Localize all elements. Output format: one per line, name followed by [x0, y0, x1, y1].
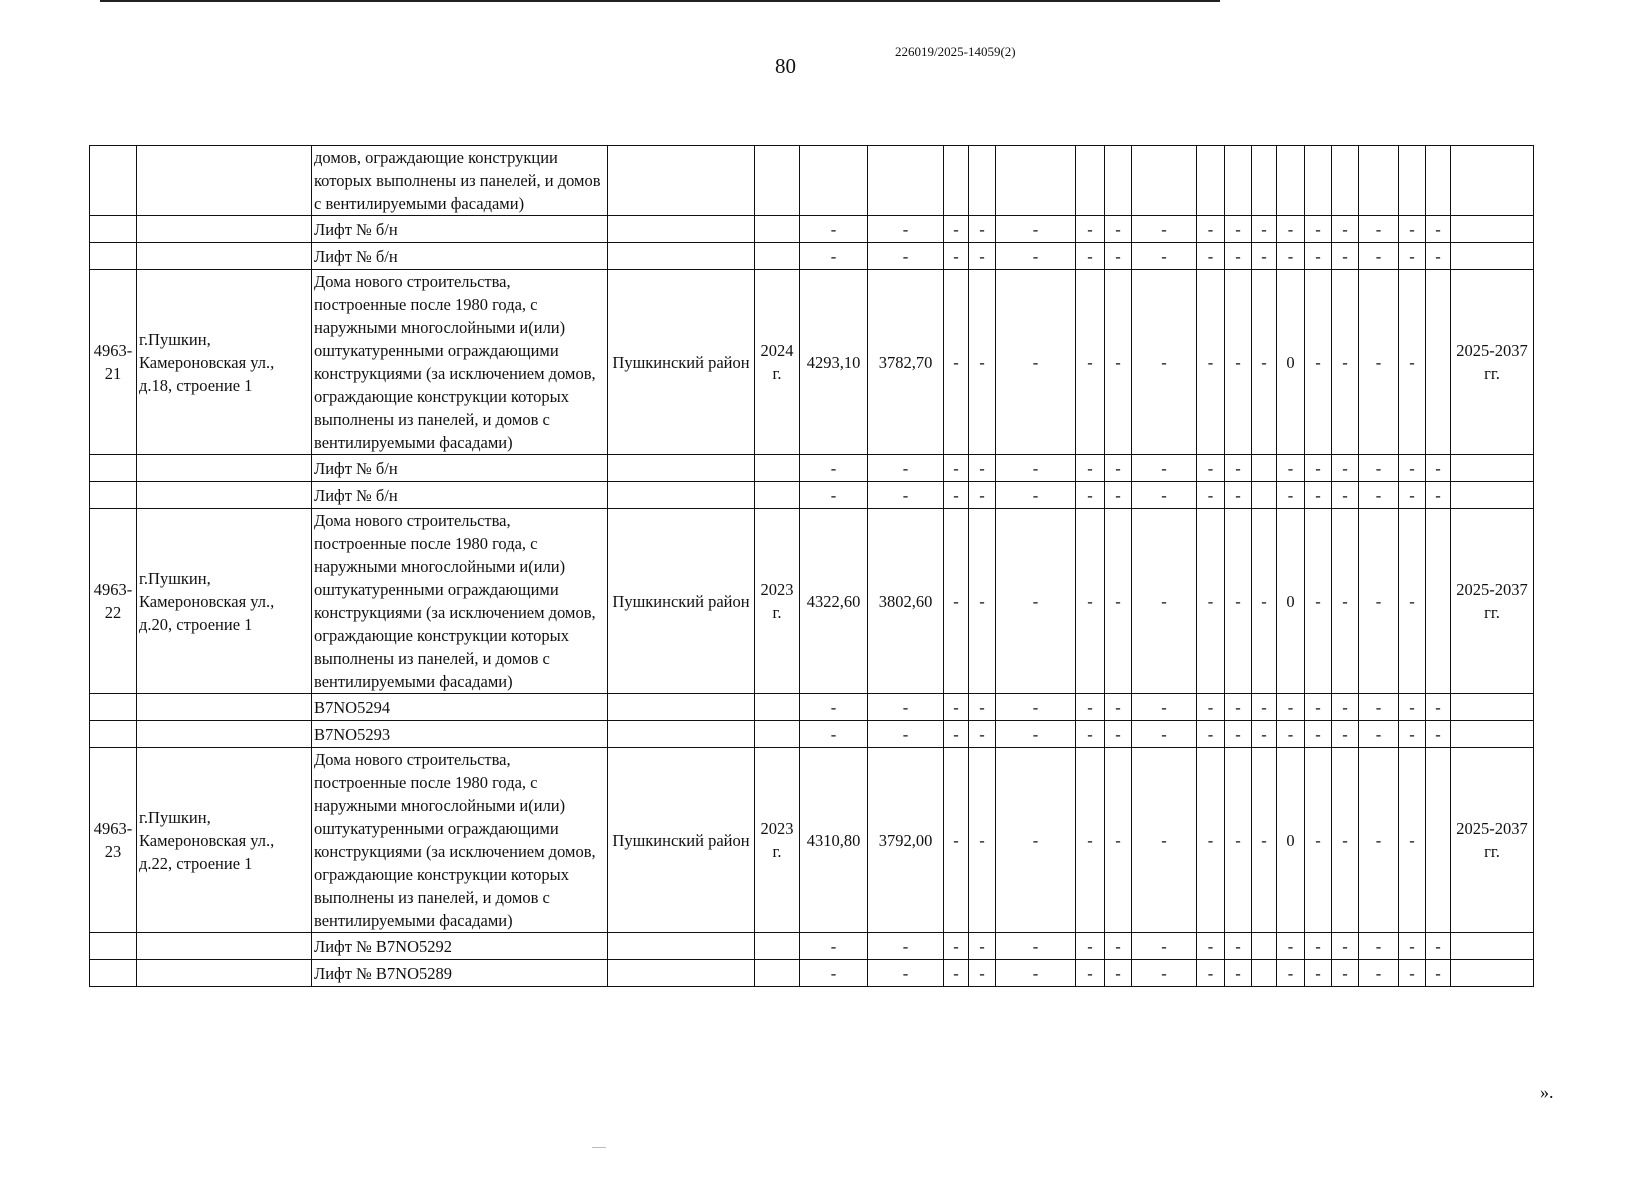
value-cell — [868, 146, 944, 216]
description-cell: Дома нового строительства, построенные после 1980 года, с наружными многослойными и(или) оштукатуренными ограждающими конструкциями (за исключением домов, ограждающие конструкции которых выполнены из панелей, и домов с вентилируемыми фасадами) — [312, 509, 608, 694]
value-cell: - — [800, 216, 868, 243]
value-cell: - — [1305, 216, 1332, 243]
value-cell: - — [969, 216, 996, 243]
value-cell: - — [1076, 270, 1105, 455]
value-cell: - — [1076, 933, 1105, 960]
value-cell — [1252, 960, 1277, 987]
address-cell — [137, 455, 312, 482]
value-cell: - — [944, 748, 969, 933]
object-number: 4963-21 — [90, 270, 137, 455]
table-row — [90, 146, 1534, 216]
value-cell — [1426, 748, 1451, 933]
value-cell: - — [1332, 482, 1359, 509]
value-cell: - — [1197, 933, 1225, 960]
value-cell: - — [1197, 721, 1225, 748]
value-cell: - — [1105, 933, 1132, 960]
period-cell: 2025-2037 гг. — [1451, 270, 1534, 455]
value-cell: - — [1359, 748, 1399, 933]
value-cell — [969, 146, 996, 216]
value-cell: - — [1132, 216, 1197, 243]
value-cell: - — [1305, 270, 1332, 455]
value-cell: - — [1132, 748, 1197, 933]
value-cell: - — [944, 509, 969, 694]
value-cell — [608, 146, 755, 216]
value-cell: - — [1132, 721, 1197, 748]
value-cell — [1426, 509, 1451, 694]
value-cell: - — [1359, 455, 1399, 482]
value-cell: - — [1076, 721, 1105, 748]
value-cell — [755, 146, 800, 216]
year-cell: 2023 г. — [755, 509, 800, 694]
value-cell: - — [1105, 509, 1132, 694]
num-cell — [90, 933, 137, 960]
value-cell: - — [1076, 216, 1105, 243]
value-cell: - — [800, 455, 868, 482]
value-cell: - — [1197, 243, 1225, 270]
value-cell: - — [1076, 482, 1105, 509]
value-cell: - — [1399, 933, 1426, 960]
value-cell: - — [1105, 748, 1132, 933]
value-cell: - — [1225, 960, 1252, 987]
value-cell: - — [1359, 721, 1399, 748]
year-cell: 2024 г. — [755, 270, 800, 455]
value-cell: - — [1076, 455, 1105, 482]
value-cell: - — [969, 455, 996, 482]
value-cell: - — [1426, 933, 1451, 960]
value-cell: - — [800, 960, 868, 987]
value-cell: - — [996, 694, 1076, 721]
value-cell: - — [1305, 721, 1332, 748]
address-cell: г.Пушкин, Камероновская ул., д.18, строение 1 — [137, 270, 312, 455]
value-cell: - — [1277, 721, 1305, 748]
value-cell — [1359, 146, 1399, 216]
value-cell: - — [1305, 748, 1332, 933]
description-cell: Лифт № б/н — [312, 455, 608, 482]
table-row — [90, 482, 1534, 509]
district-cell — [608, 960, 755, 987]
object-number: 4963-22 — [90, 509, 137, 694]
value-cell: 0 — [1277, 748, 1305, 933]
value-cell: - — [1252, 270, 1277, 455]
value-cell: - — [996, 721, 1076, 748]
object-number: 4963-23 — [90, 748, 137, 933]
district-cell — [608, 933, 755, 960]
value-cell: - — [1359, 960, 1399, 987]
description-cell: Лифт № б/н — [312, 216, 608, 243]
district-cell — [608, 482, 755, 509]
value-cell: - — [1105, 455, 1132, 482]
value-cell — [1277, 146, 1305, 216]
value-cell: - — [1332, 455, 1359, 482]
value-cell: - — [969, 482, 996, 509]
value-cell: - — [944, 933, 969, 960]
value-cell: - — [868, 694, 944, 721]
value-cell: - — [800, 243, 868, 270]
value-cell: - — [996, 960, 1076, 987]
table-row — [90, 216, 1534, 243]
value-cell: - — [1076, 509, 1105, 694]
value-cell — [1451, 933, 1534, 960]
value-cell: - — [1225, 748, 1252, 933]
value-cell: - — [1076, 694, 1105, 721]
area-living-cell: 3782,70 — [868, 270, 944, 455]
value-cell: - — [1105, 694, 1132, 721]
value-cell: - — [1426, 721, 1451, 748]
scan-mark — [592, 1147, 606, 1148]
district-cell — [608, 455, 755, 482]
value-cell: - — [969, 270, 996, 455]
value-cell: - — [1225, 721, 1252, 748]
value-cell — [1451, 146, 1534, 216]
value-cell: - — [944, 960, 969, 987]
value-cell — [1451, 721, 1534, 748]
table-row — [90, 509, 1534, 694]
year-cell — [755, 482, 800, 509]
value-cell: - — [1225, 216, 1252, 243]
value-cell: - — [868, 933, 944, 960]
value-cell: 0 — [1277, 270, 1305, 455]
description-cell: B7NO5294 — [312, 694, 608, 721]
value-cell: - — [868, 216, 944, 243]
value-cell: - — [1359, 243, 1399, 270]
value-cell: - — [996, 482, 1076, 509]
value-cell: - — [944, 455, 969, 482]
value-cell: - — [996, 216, 1076, 243]
value-cell — [1399, 146, 1426, 216]
num-cell — [90, 243, 137, 270]
value-cell: - — [1399, 748, 1426, 933]
value-cell: - — [969, 694, 996, 721]
value-cell: - — [1305, 960, 1332, 987]
value-cell: - — [1332, 748, 1359, 933]
value-cell: - — [944, 721, 969, 748]
description-cell: домов, ограждающие конструкции которых выполнены из панелей, и домов с вентилируемыми фасадами) — [312, 146, 608, 216]
year-cell — [755, 694, 800, 721]
table-row — [90, 933, 1534, 960]
document-id: 226019/2025-14059(2) — [895, 44, 1016, 59]
value-cell: - — [1197, 455, 1225, 482]
closing-mark: ». — [1540, 1082, 1554, 1102]
year-cell: 2023 г. — [755, 748, 800, 933]
description-cell: B7NO5293 — [312, 721, 608, 748]
value-cell: - — [1076, 960, 1105, 987]
value-cell: - — [1132, 455, 1197, 482]
value-cell: - — [1399, 694, 1426, 721]
num-cell — [90, 216, 137, 243]
value-cell — [1451, 482, 1534, 509]
value-cell — [1451, 694, 1534, 721]
num-cell — [90, 455, 137, 482]
num-cell — [90, 721, 137, 748]
value-cell: - — [1277, 960, 1305, 987]
value-cell — [1305, 146, 1332, 216]
address-cell: г.Пушкин, Камероновская ул., д.22, строение 1 — [137, 748, 312, 933]
value-cell: - — [1399, 482, 1426, 509]
area-living-cell: 3802,60 — [868, 509, 944, 694]
value-cell — [1197, 146, 1225, 216]
value-cell: - — [1305, 509, 1332, 694]
table-row — [90, 721, 1534, 748]
value-cell: - — [1197, 509, 1225, 694]
value-cell: - — [1277, 482, 1305, 509]
value-cell: - — [1197, 694, 1225, 721]
value-cell: - — [1426, 960, 1451, 987]
address-cell — [137, 146, 312, 216]
value-cell: - — [1225, 455, 1252, 482]
value-cell: - — [1105, 721, 1132, 748]
register-table — [89, 145, 1534, 987]
value-cell — [1132, 146, 1197, 216]
value-cell: - — [1076, 748, 1105, 933]
value-cell — [1252, 455, 1277, 482]
value-cell: - — [1197, 748, 1225, 933]
value-cell: - — [969, 933, 996, 960]
description-cell: Дома нового строительства, построенные после 1980 года, с наружными многослойными и(или) оштукатуренными ограждающими конструкциями (за исключением домов, ограждающие конструкции которых выполнены из панелей, и домов с вентилируемыми фасадами) — [312, 270, 608, 455]
district-cell — [608, 694, 755, 721]
value-cell: - — [1105, 216, 1132, 243]
value-cell: - — [1197, 270, 1225, 455]
value-cell: - — [1105, 270, 1132, 455]
value-cell: - — [1399, 721, 1426, 748]
value-cell: - — [969, 960, 996, 987]
value-cell: - — [1277, 216, 1305, 243]
value-cell: - — [1305, 482, 1332, 509]
num-cell — [90, 960, 137, 987]
value-cell: - — [800, 482, 868, 509]
district-cell — [608, 216, 755, 243]
value-cell: - — [1132, 482, 1197, 509]
value-cell: 0 — [1277, 509, 1305, 694]
num-cell — [90, 146, 137, 216]
value-cell: - — [1359, 694, 1399, 721]
value-cell: - — [1399, 270, 1426, 455]
value-cell: - — [969, 243, 996, 270]
value-cell: - — [1305, 694, 1332, 721]
value-cell: - — [1399, 455, 1426, 482]
value-cell: - — [969, 748, 996, 933]
value-cell: - — [1399, 216, 1426, 243]
value-cell: - — [1076, 243, 1105, 270]
value-cell: - — [969, 721, 996, 748]
value-cell: - — [1305, 243, 1332, 270]
year-cell — [755, 455, 800, 482]
description-cell: Лифт № B7NO5292 — [312, 933, 608, 960]
value-cell: - — [1132, 509, 1197, 694]
period-cell: 2025-2037 гг. — [1451, 748, 1534, 933]
value-cell: - — [1426, 482, 1451, 509]
value-cell: - — [868, 482, 944, 509]
value-cell: - — [1426, 694, 1451, 721]
value-cell — [1225, 146, 1252, 216]
year-cell — [755, 960, 800, 987]
table-row — [90, 243, 1534, 270]
value-cell: - — [1359, 216, 1399, 243]
value-cell: - — [1359, 270, 1399, 455]
value-cell — [1252, 933, 1277, 960]
value-cell — [1076, 146, 1105, 216]
value-cell — [1451, 243, 1534, 270]
value-cell: - — [1305, 933, 1332, 960]
address-cell — [137, 721, 312, 748]
area-total-cell: 4322,60 — [800, 509, 868, 694]
description-cell: Лифт № б/н — [312, 482, 608, 509]
value-cell: - — [996, 455, 1076, 482]
page-number: 80 — [775, 54, 796, 78]
value-cell: - — [944, 482, 969, 509]
value-cell: - — [1359, 482, 1399, 509]
value-cell — [800, 146, 868, 216]
value-cell: - — [1359, 509, 1399, 694]
value-cell: - — [1252, 216, 1277, 243]
value-cell: - — [1252, 509, 1277, 694]
value-cell: - — [800, 694, 868, 721]
value-cell: - — [1332, 933, 1359, 960]
value-cell: - — [1225, 694, 1252, 721]
description-cell: Лифт № б/н — [312, 243, 608, 270]
value-cell: - — [1105, 960, 1132, 987]
table-row — [90, 694, 1534, 721]
value-cell: - — [868, 243, 944, 270]
num-cell — [90, 694, 137, 721]
value-cell: - — [1252, 721, 1277, 748]
value-cell: - — [1225, 482, 1252, 509]
value-cell: - — [1252, 748, 1277, 933]
value-cell: - — [800, 933, 868, 960]
value-cell: - — [1132, 243, 1197, 270]
value-cell — [1426, 270, 1451, 455]
value-cell — [1105, 146, 1132, 216]
value-cell: - — [1105, 482, 1132, 509]
value-cell: - — [1399, 243, 1426, 270]
value-cell: - — [1252, 243, 1277, 270]
value-cell — [1451, 216, 1534, 243]
value-cell: - — [1332, 243, 1359, 270]
address-cell — [137, 482, 312, 509]
value-cell: - — [1252, 694, 1277, 721]
value-cell: - — [996, 270, 1076, 455]
description-cell: Лифт № B7NO5289 — [312, 960, 608, 987]
value-cell: - — [996, 243, 1076, 270]
value-cell: - — [1225, 509, 1252, 694]
value-cell: - — [1426, 216, 1451, 243]
value-cell — [1332, 146, 1359, 216]
district-cell: Пушкинский район — [608, 509, 755, 694]
value-cell: - — [944, 243, 969, 270]
area-total-cell: 4293,10 — [800, 270, 868, 455]
value-cell: - — [996, 748, 1076, 933]
num-cell — [90, 482, 137, 509]
value-cell: - — [800, 721, 868, 748]
address-cell — [137, 960, 312, 987]
value-cell: - — [1277, 243, 1305, 270]
value-cell: - — [1132, 960, 1197, 987]
value-cell: - — [944, 270, 969, 455]
value-cell: - — [1277, 933, 1305, 960]
value-cell: - — [1132, 270, 1197, 455]
value-cell: - — [1399, 509, 1426, 694]
value-cell: - — [1225, 270, 1252, 455]
table-row — [90, 748, 1534, 933]
value-cell: - — [1426, 243, 1451, 270]
value-cell — [944, 146, 969, 216]
value-cell: - — [1332, 216, 1359, 243]
value-cell: - — [1399, 960, 1426, 987]
value-cell — [1252, 482, 1277, 509]
area-total-cell: 4310,80 — [800, 748, 868, 933]
value-cell: - — [1225, 243, 1252, 270]
value-cell: - — [1197, 960, 1225, 987]
value-cell: - — [868, 455, 944, 482]
value-cell: - — [1305, 455, 1332, 482]
district-cell — [608, 721, 755, 748]
table-row — [90, 270, 1534, 455]
address-cell: г.Пушкин, Камероновская ул., д.20, строение 1 — [137, 509, 312, 694]
value-cell: - — [1332, 509, 1359, 694]
value-cell: - — [944, 216, 969, 243]
value-cell: - — [1359, 933, 1399, 960]
value-cell: - — [996, 509, 1076, 694]
top-border-line — [100, 0, 1220, 2]
value-cell: - — [1426, 455, 1451, 482]
value-cell: - — [1132, 694, 1197, 721]
value-cell: - — [1277, 455, 1305, 482]
value-cell — [1451, 455, 1534, 482]
address-cell — [137, 694, 312, 721]
value-cell: - — [1105, 243, 1132, 270]
value-cell: - — [1197, 216, 1225, 243]
value-cell: - — [1225, 933, 1252, 960]
district-cell — [608, 243, 755, 270]
year-cell — [755, 933, 800, 960]
value-cell — [1451, 960, 1534, 987]
value-cell — [1426, 146, 1451, 216]
address-cell — [137, 216, 312, 243]
district-cell: Пушкинский район — [608, 270, 755, 455]
description-cell: Дома нового строительства, построенные после 1980 года, с наружными многослойными и(или) оштукатуренными ограждающими конструкциями (за исключением домов, ограждающие конструкции которых выполнены из панелей, и домов с вентилируемыми фасадами) — [312, 748, 608, 933]
period-cell: 2025-2037 гг. — [1451, 509, 1534, 694]
value-cell: - — [969, 509, 996, 694]
area-living-cell: 3792,00 — [868, 748, 944, 933]
value-cell: - — [868, 960, 944, 987]
table-row — [90, 960, 1534, 987]
value-cell: - — [1332, 721, 1359, 748]
value-cell: - — [944, 694, 969, 721]
year-cell — [755, 721, 800, 748]
value-cell — [996, 146, 1076, 216]
year-cell — [755, 216, 800, 243]
address-cell — [137, 243, 312, 270]
year-cell — [755, 243, 800, 270]
value-cell: - — [996, 933, 1076, 960]
value-cell: - — [1132, 933, 1197, 960]
value-cell — [1252, 146, 1277, 216]
value-cell: - — [1197, 482, 1225, 509]
value-cell: - — [1332, 270, 1359, 455]
table-row — [90, 455, 1534, 482]
value-cell: - — [868, 721, 944, 748]
value-cell: - — [1277, 694, 1305, 721]
district-cell: Пушкинский район — [608, 748, 755, 933]
address-cell — [137, 933, 312, 960]
value-cell: - — [1332, 694, 1359, 721]
value-cell: - — [1332, 960, 1359, 987]
